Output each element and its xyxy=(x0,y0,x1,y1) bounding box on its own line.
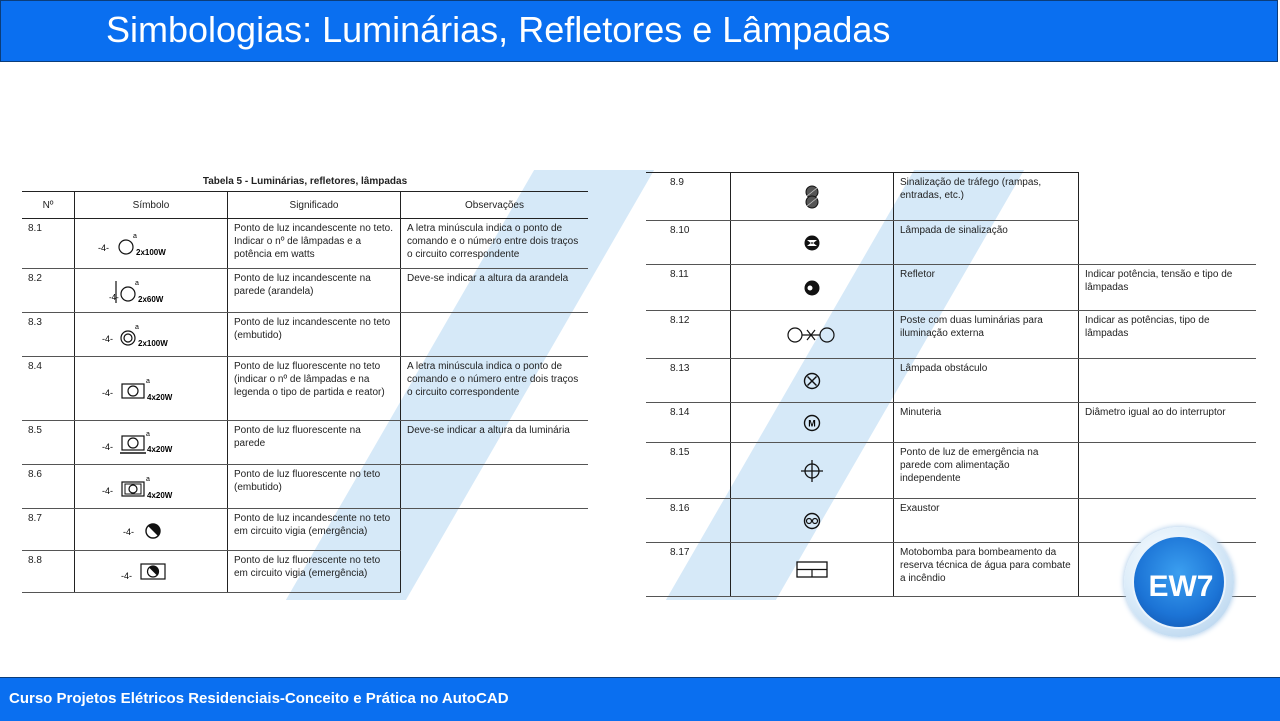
power-label: 4x20W xyxy=(147,392,173,402)
meaning-cell: Ponto de luz incandescente no teto (embutido) xyxy=(228,313,401,357)
circuit-label: -4- xyxy=(102,387,113,398)
row-number: 8.9 xyxy=(646,173,731,221)
table-row xyxy=(646,265,1256,311)
symbol-cell xyxy=(731,499,894,543)
obs-cell xyxy=(401,465,589,509)
table-row xyxy=(646,443,1256,499)
meaning-cell: Ponto de luz fluorescente no teto (embutido) xyxy=(228,465,401,509)
row-number: 8.13 xyxy=(646,359,731,403)
table-row xyxy=(646,221,1256,265)
circuit-label: -4- xyxy=(109,292,119,302)
table-row xyxy=(646,403,1256,443)
fluorescent-recessed-symbol-icon xyxy=(96,472,206,502)
footer-bar xyxy=(0,677,1280,721)
minuteria-icon xyxy=(802,413,822,433)
power-label: 2x100W xyxy=(138,338,168,348)
table-luminarias-part1 xyxy=(22,176,588,593)
col-header-obs: Observações xyxy=(401,192,589,219)
power-label: 2x100W xyxy=(136,247,166,257)
symbol-cell xyxy=(731,543,894,597)
command-letter: a xyxy=(133,232,137,240)
table-row xyxy=(22,551,588,593)
obs-cell: Deve-se indicar a altura da luminária xyxy=(401,421,589,465)
meaning-cell: Sinalização de tráfego (rampas, entradas, etc.) xyxy=(894,173,1079,221)
meaning-cell: Poste com duas luminárias para iluminação externa xyxy=(894,311,1079,359)
obs-cell: A letra minúscula indica o ponto de comando e o número entre dois traços o circuito correspondente xyxy=(401,357,589,421)
obs-cell: A letra minúscula indica o ponto de comando e o número entre dois traços o circuito correspondente xyxy=(401,219,589,269)
table-header-row xyxy=(22,192,588,219)
row-number: 8.16 xyxy=(646,499,731,543)
row-number: 8.6 xyxy=(22,465,75,509)
power-label: 2x60W xyxy=(138,294,164,304)
circuit-label: -4- xyxy=(98,242,109,253)
table-row xyxy=(22,421,588,465)
obs-cell xyxy=(1079,359,1257,403)
row-number: 8.15 xyxy=(646,443,731,499)
symbol-cell xyxy=(75,357,228,421)
obs-cell: Indicar as potências, tipo de lâmpadas xyxy=(1079,311,1257,359)
emergency-incandescent-symbol-icon xyxy=(121,517,181,543)
meaning-cell: Minuteria xyxy=(894,403,1079,443)
table-row xyxy=(22,313,588,357)
row-number: 8.3 xyxy=(22,313,75,357)
obstacle-lamp-icon xyxy=(802,371,822,391)
wall-light-symbol-icon xyxy=(96,276,206,306)
symbol-cell xyxy=(731,265,894,311)
command-letter: a xyxy=(146,377,150,385)
meaning-cell: Motobomba para bombeamento da reserva técnica de água para combate a incêndio xyxy=(894,543,1079,597)
row-number: 8.4 xyxy=(22,357,75,421)
obs-cell: Diâmetro igual ao do interruptor xyxy=(1079,403,1257,443)
row-number: 8.8 xyxy=(22,551,75,593)
reflector-icon xyxy=(802,278,822,298)
page-title: Simbologias: Luminárias, Refletores e Lâmpadas xyxy=(106,9,891,50)
symbol-cell xyxy=(75,421,228,465)
logo-badge xyxy=(1132,535,1226,629)
table-row xyxy=(646,311,1256,359)
title-bar xyxy=(0,0,1278,62)
obs-cell xyxy=(401,509,589,551)
command-letter: a xyxy=(146,475,150,483)
symbol-cell xyxy=(75,219,228,269)
table-row xyxy=(22,269,588,313)
meaning-cell: Ponto de luz incandescente no teto. Indicar o nº de lâmpadas e a potência em watts xyxy=(228,219,401,269)
obs-cell xyxy=(1079,221,1257,265)
symbol-cell xyxy=(731,221,894,265)
meaning-cell: Ponto de luz fluorescente na parede xyxy=(228,421,401,465)
row-number: 8.2 xyxy=(22,269,75,313)
circuit-label: -4- xyxy=(102,441,113,452)
col-header-symbol: Símbolo xyxy=(75,192,228,219)
meaning-cell: Ponto de luz incandescente no teto em circuito vigia (emergência) xyxy=(228,509,401,551)
row-number: 8.11 xyxy=(646,265,731,311)
command-letter: a xyxy=(135,323,139,331)
logo-text: EW7 xyxy=(1148,570,1214,603)
traffic-signal-icon xyxy=(802,182,822,212)
row-number: 8.7 xyxy=(22,509,75,551)
symbol-cell xyxy=(75,269,228,313)
meaning-cell: Refletor xyxy=(894,265,1079,311)
table-row xyxy=(22,219,588,269)
meaning-cell: Lâmpada obstáculo xyxy=(894,359,1079,403)
ew7-logo xyxy=(1124,527,1234,637)
meaning-cell: Ponto de luz fluorescente no teto em circuito vigia (emergência) xyxy=(228,551,401,593)
fluorescent-ceiling-symbol-icon xyxy=(96,374,206,404)
symbol-cell xyxy=(731,443,894,499)
motor-pump-icon xyxy=(795,560,829,580)
course-title: Curso Projetos Elétricos Residenciais-Conceito e Prática no AutoCAD xyxy=(9,690,509,707)
circuit-label: -4- xyxy=(123,526,134,537)
circuit-label: -4- xyxy=(102,333,113,344)
obs-cell xyxy=(401,313,589,357)
obs-cell: Indicar potência, tensão e tipo de lâmpadas xyxy=(1079,265,1257,311)
post-two-luminaires-icon xyxy=(787,325,837,345)
table-row xyxy=(646,359,1256,403)
row-number: 8.17 xyxy=(646,543,731,597)
symbol-cell xyxy=(75,313,228,357)
emergency-wall-light-icon xyxy=(800,459,824,483)
meaning-cell: Lâmpada de sinalização xyxy=(894,221,1079,265)
row-number: 8.5 xyxy=(22,421,75,465)
meaning-cell: Ponto de luz fluorescente no teto (indicar o nº de lâmpadas e na legenda o tipo de partida e reator) xyxy=(228,357,401,421)
meaning-cell: Exaustor xyxy=(894,499,1079,543)
symbol-cell xyxy=(731,173,894,221)
symbol-cell xyxy=(731,403,894,443)
table-row xyxy=(22,509,588,551)
obs-cell xyxy=(1079,173,1257,221)
command-letter: a xyxy=(135,279,139,287)
fluorescent-wall-symbol-icon xyxy=(96,428,206,458)
table-caption: Tabela 5 - Luminárias, refletores, lâmpadas xyxy=(202,176,408,187)
command-letter: a xyxy=(146,430,150,438)
meaning-cell: Ponto de luz incandescente na parede (arandela) xyxy=(228,269,401,313)
row-number: 8.1 xyxy=(22,219,75,269)
ceiling-light-symbol-icon xyxy=(96,229,206,259)
col-header-num: Nº xyxy=(22,192,75,219)
meaning-cell: Ponto de luz de emergência na parede com alimentação independente xyxy=(894,443,1079,499)
signal-lamp-icon xyxy=(802,233,822,253)
obs-cell xyxy=(1079,443,1257,499)
power-label: 4x20W xyxy=(147,490,173,500)
obs-cell xyxy=(401,551,589,593)
exhaust-fan-icon xyxy=(802,511,822,531)
row-number: 8.10 xyxy=(646,221,731,265)
symbol-cell xyxy=(731,311,894,359)
emergency-fluorescent-symbol-icon xyxy=(121,559,181,585)
symbol-cell xyxy=(75,551,228,593)
row-number: 8.14 xyxy=(646,403,731,443)
minuteria-letter: M xyxy=(808,418,816,428)
power-label: 4x20W xyxy=(147,444,173,454)
table-row xyxy=(646,173,1256,221)
obs-cell: Deve-se indicar a altura da arandela xyxy=(401,269,589,313)
symbol-cell xyxy=(75,509,228,551)
table-row xyxy=(22,357,588,421)
row-number: 8.12 xyxy=(646,311,731,359)
symbol-cell xyxy=(731,359,894,403)
recessed-light-symbol-icon xyxy=(96,320,206,350)
symbol-cell xyxy=(75,465,228,509)
circuit-label: -4- xyxy=(121,570,132,581)
table-row xyxy=(22,465,588,509)
col-header-meaning: Significado xyxy=(228,192,401,219)
circuit-label: -4- xyxy=(102,485,113,496)
